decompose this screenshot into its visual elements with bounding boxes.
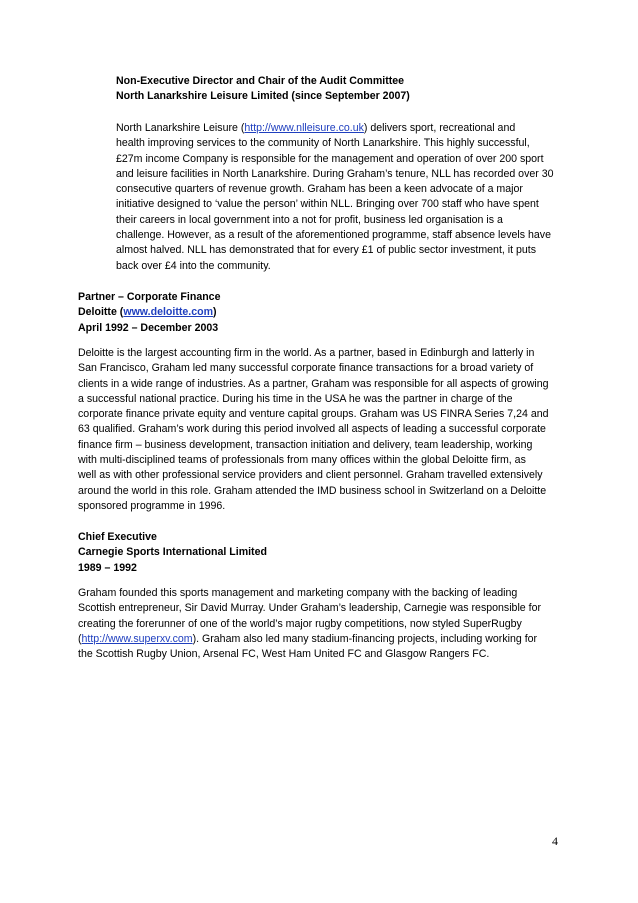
carnegie-line-3: creating the forerunner of one of the world’s major rugby competitions, now styled SuperRugby [78, 617, 522, 630]
carnegie-line-1: Graham founded this sports management and marketing company with the backing of leading [78, 587, 518, 599]
carnegie-title: Chief Executive [78, 531, 157, 543]
carnegie-line-5: the Scottish Rugby Union, Arsenal FC, West Ham United FC and Glasgow Rangers FC. [78, 648, 490, 661]
deloitte-line-6: 63 qualified. Graham’s work during this period involved all aspects of leading a successful corporate [78, 423, 546, 436]
carnegie-line-4 [78, 632, 541, 647]
nll-paragraph [116, 121, 554, 274]
deloitte-line-8: with multi-disciplined teams of professionals from many offices within the global Deloitte firm, as [78, 454, 526, 467]
deloitte-heading [78, 290, 220, 336]
nll-line-1-pre: North Lanarkshire Leisure ( [116, 122, 245, 134]
carnegie-line-4-pre: ( [78, 632, 82, 645]
nll-line-3: £27m income Company is responsible for the management and operation of over 200 sport [116, 152, 544, 165]
nll-line-8: challenge. However, as a result of the aforementioned programme, staff absence levels have [116, 229, 551, 242]
deloitte-line-7: finance firm – business development, transaction initiation and delivery, team leadership, working [78, 438, 533, 451]
superxv-link[interactable]: http://www.superxv.com [81, 632, 193, 645]
carnegie-org: Carnegie Sports International Limited [78, 546, 267, 559]
nll-line-6: initiative designed to ‘value the person’ within NLL. Bringing over 700 staff who have spent [116, 198, 539, 211]
deloitte-line-2: San Francisco, Graham led many successful corporate finance transactions for a broad variety of [78, 362, 534, 375]
nll-line-10: back over £4 into the community. [116, 259, 271, 272]
nll-line-7: their careers in local government into a not for profit, business led organisation is a [116, 213, 503, 226]
nll-line-1 [116, 121, 554, 136]
nll-line-5: consecutive quarters of revenue growth. Graham has been a keen advocate of a major [116, 183, 523, 196]
carnegie-heading [78, 530, 267, 576]
deloitte-org [78, 305, 220, 320]
deloitte-line-10: around the world in this role. Graham attended the IMD business school in Switzerland on a Deloitte [78, 484, 547, 497]
carnegie-line-2: Scottish entrepreneur, Sir David Murray. Under Graham’s leadership, Carnegie was responsible for [78, 602, 542, 615]
deloitte-line-4: a successful national practice. During his time in the USA he was the partner in charge of the [78, 392, 513, 405]
nll-line-1-post: ) delivers sport, recreational and [363, 122, 516, 134]
page-number: 4 [552, 834, 558, 848]
nll-org: North Lanarkshire Leisure Limited (since September 2007) [116, 90, 410, 103]
deloitte-line-1: Deloitte is the largest accounting firm in the world. As a partner, based in Edinburgh and latterly in [78, 347, 535, 359]
nll-line-9: almost halved. NLL has demonstrated that for every £1 of public sector investment, it puts [116, 244, 537, 257]
deloitte-line-3: clients in a wide range of industries. As a partner, Graham was responsible for all aspects of growing [78, 377, 549, 390]
deloitte-line-9: well as with other professional service providers and client personnel. Graham travelled extensively [78, 469, 543, 482]
deloitte-dates: April 1992 – December 2003 [78, 321, 219, 334]
carnegie-dates: 1989 – 1992 [78, 561, 137, 574]
deloitte-paragraph [78, 346, 549, 514]
deloitte-link[interactable]: www.deloitte.com [123, 306, 213, 319]
deloitte-title: Partner – Corporate Finance [78, 291, 221, 303]
nll-title: Non-Executive Director and Chair of the Audit Committee [116, 75, 405, 87]
carnegie-line-4-post: ). Graham also led many stadium-financing projects, including working for [192, 632, 538, 645]
deloitte-line-5: corporate finance private equity and venture capital groups. Graham was US FINRA Series 7,24 and [78, 408, 549, 421]
nll-line-2: health improving services to the community of North Lanarkshire. This highly successful, [116, 137, 530, 150]
deloitte-line-11: sponsored programme in 1996. [78, 499, 226, 512]
nll-link[interactable]: http://www.nlleisure.co.uk [244, 122, 364, 134]
deloitte-org-pre: Deloitte ( [78, 306, 124, 319]
carnegie-paragraph [78, 586, 541, 662]
nll-line-4: and leisure facilities in North Lanarkshire. During Graham’s tenure, NLL has recorded over 30 [116, 167, 554, 180]
deloitte-org-post: ) [213, 306, 217, 319]
nll-heading [116, 74, 410, 105]
